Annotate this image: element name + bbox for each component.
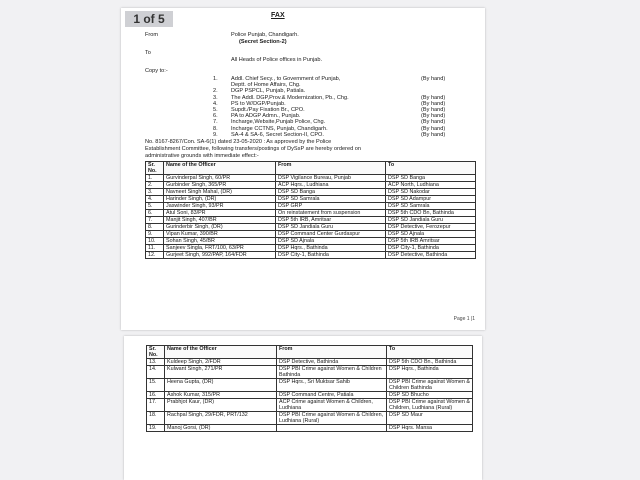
cell-officer-name: Kuldeep Singh, 2/FDR <box>165 359 277 366</box>
copy-item-by-hand: (By hand) <box>421 113 446 120</box>
table-header-row <box>147 346 473 359</box>
copy-item-text: SA-4 & SA-6, Secret Section-II, CPO. <box>231 131 324 138</box>
header-from: From <box>276 162 386 175</box>
cell-officer-name: Prabhjot Kaur, (DR) <box>165 399 277 412</box>
copy-item-text: The Addl. DGP,Prov.& Modernization, Pb., Chg. <box>231 94 349 101</box>
cell-officer-name: Jaswinder Singh, 93/PR <box>164 203 276 210</box>
from-label: From <box>145 32 159 38</box>
cell-sr: 1. <box>146 175 164 182</box>
cell-to: DSP SD Jandiala Guru <box>386 217 476 224</box>
copy-item-number: 9. <box>213 131 218 138</box>
copy-item-number: 3. <box>213 94 218 101</box>
cell-to: DSP SD Bhucho <box>387 392 473 399</box>
copy-item-text: Incharge CCTNS, Punjab, Chandigarh. <box>231 125 328 132</box>
cell-sr: 4. <box>146 196 164 203</box>
cell-from: DSP Detective, Bathinda <box>277 359 387 366</box>
table-row <box>146 210 476 217</box>
cell-from: On reinstatement from suspension <box>276 210 386 217</box>
cell-to: DSP SD Maur <box>387 412 473 425</box>
table-row <box>147 379 473 392</box>
header-to: To <box>386 162 476 175</box>
order-line-1: No. 8167-8267/Con. SA-6(1) dated 23-05-2020 : As approved by the Police <box>145 139 332 145</box>
order-line-2: Establishment Committee, following transfers/postings of DySsP are hereby ordered on <box>145 146 361 152</box>
cell-to: ACP North, Ludhiana <box>386 182 476 189</box>
cell-officer-name: Atul Soni, 83/PR <box>164 210 276 217</box>
header-sr: Sr. No. <box>147 346 165 359</box>
cell-officer-name: Gurinderbir Singh, (DR) <box>164 224 276 231</box>
cell-from: ACP Hqrs., Ludhiana <box>276 182 386 189</box>
cell-sr: 14. <box>147 366 165 379</box>
copy-item-text: Deptt. of Home Affairs, Chg. <box>231 82 301 89</box>
copy-item-text: PS to W/DGP/Punjab. <box>231 100 286 107</box>
copy-item-by-hand: (By hand) <box>421 125 446 132</box>
copy-item-number: 7. <box>213 119 218 126</box>
copy-item-number: 8. <box>213 125 218 132</box>
cell-officer-name: Gurbinder Singh, 365/PR <box>164 182 276 189</box>
cell-officer-name: Ashok Kumar, 315/PR <box>165 392 277 399</box>
order-line-3: administrative grounds with immediate effect:- <box>145 153 259 159</box>
table-row <box>146 217 476 224</box>
header-from: From <box>277 346 387 359</box>
cell-sr: 19. <box>147 425 165 432</box>
cell-sr: 13. <box>147 359 165 366</box>
cell-sr: 3. <box>146 189 164 196</box>
table-row <box>147 392 473 399</box>
cell-sr: 7. <box>146 217 164 224</box>
cell-to: DSP Detective, Bathinda <box>386 252 476 259</box>
cell-from: DSP Command Center Gurdaspur <box>276 231 386 238</box>
cell-to: DSP PBI Crime against Women & Children Bathinda <box>387 379 473 392</box>
copy-item-number: 5. <box>213 107 218 113</box>
cell-officer-name: Gurvinderpal Singh, 60/PR <box>164 175 276 182</box>
copy-item-by-hand: (By hand) <box>421 107 446 113</box>
cell-to: DSP SD Banga <box>386 175 476 182</box>
cell-sr: 17. <box>147 399 165 412</box>
cell-from: DSP Hqrs., Bathinda <box>276 245 386 252</box>
cell-officer-name: Heena Gupta, (DR) <box>165 379 277 392</box>
page-number: Page 1 |1 <box>453 316 475 322</box>
from-line-1: Police Punjab, Chandigarh. <box>231 32 299 38</box>
cell-officer-name: Rachpal Singh, 29/FDR, PRT/132 <box>165 412 277 425</box>
cell-to: DSP City-1, Bathinda <box>386 245 476 252</box>
fax-page-1 <box>121 8 485 330</box>
header-sr: Sr. No. <box>146 162 164 175</box>
copy-item-text: Addl. Chief Secy., to Government of Punjab, <box>231 76 341 82</box>
cell-sr: 9. <box>146 231 164 238</box>
cell-officer-name: Harinder Singh, (DR) <box>164 196 276 203</box>
cell-officer-name: Kulwant Singh, 271/PR <box>165 366 277 379</box>
cell-sr: 5. <box>146 203 164 210</box>
table-row <box>146 224 476 231</box>
cell-to: DSP SD Ajnala <box>386 231 476 238</box>
cell-from: DSP SD Ajnala <box>276 238 386 245</box>
cell-sr: 15. <box>147 379 165 392</box>
cell-from: DSP SD Jandiala Guru <box>276 224 386 231</box>
cell-officer-name: Manjit Singh, 407/BR <box>164 217 276 224</box>
cell-sr: 12. <box>146 252 164 259</box>
table-row <box>146 231 476 238</box>
table-row <box>147 399 473 412</box>
cell-officer-name: Gurjeet Singh, 992/PAP, 164/FDR <box>164 252 276 259</box>
table-row <box>147 425 473 432</box>
header-name: Name of the Officer <box>165 346 277 359</box>
copy-item-by-hand: (By hand) <box>421 76 446 82</box>
cell-sr: 18. <box>147 412 165 425</box>
to-text: All Heads of Police offices in Punjab. <box>231 57 323 63</box>
cell-from: DSP SD Banga <box>276 189 386 196</box>
table-row <box>147 366 473 379</box>
table-row <box>146 196 476 203</box>
to-label: To <box>145 50 151 56</box>
table-row <box>146 252 476 259</box>
cell-to: DSP SD Nakodar <box>386 189 476 196</box>
cell-from: ACP Crime against Women & Children, Ludhiana <box>277 399 387 412</box>
copy-item-number: 2. <box>213 88 218 95</box>
table-row <box>146 175 476 182</box>
copy-item-text: DGP PSPCL, Punjab, Patiala. <box>231 88 306 95</box>
cell-sr: 10. <box>146 238 164 245</box>
fax-page-2 <box>124 336 482 480</box>
cell-from: DSP GRP <box>276 203 386 210</box>
cell-to: DSP SD Samrala <box>386 203 476 210</box>
copy-item-number: 1. <box>213 76 218 82</box>
cell-to: DSP SD Adampur <box>386 196 476 203</box>
page-count-stamp: 1 of 5 <box>125 11 173 27</box>
cell-sr: 16. <box>147 392 165 399</box>
copy-label: Copy to:- <box>145 68 168 74</box>
cell-from: DSP Command Centre, Patiala <box>277 392 387 399</box>
table-row <box>146 238 476 245</box>
cell-from: DSP PBI Crime against Women & Children, Ludhiana (Rural) <box>277 412 387 425</box>
cell-sr: 8. <box>146 224 164 231</box>
copy-item-text: Incharge,Website,Punjab Police, Chg. <box>231 119 326 126</box>
cell-officer-name: Manoj Gorsi, (DR) <box>165 425 277 432</box>
copy-item-text: Supdt./Pay Fixation Br., CPO. <box>231 107 305 113</box>
cell-officer-name: Vipan Kumar, 390/BR <box>164 231 276 238</box>
cell-sr: 6. <box>146 210 164 217</box>
cell-to: DSP Detective, Ferozepur <box>386 224 476 231</box>
cell-officer-name: Navneet Singh Mahal, (DR) <box>164 189 276 196</box>
table-row <box>146 203 476 210</box>
table-row <box>147 412 473 425</box>
cell-from: DSP Hqrs., Sri Muktsar Sahib <box>277 379 387 392</box>
transfer-table-page-1 <box>145 161 476 259</box>
cell-to: DSP 5th CDO Bn., Bathinda <box>387 359 473 366</box>
copy-item-number: 4. <box>213 100 218 107</box>
cell-to: DSP PBI Crime against Women & Children, Ludhiana (Rural) <box>387 399 473 412</box>
cell-sr: 11. <box>146 245 164 252</box>
copy-item-number: 6. <box>213 113 218 120</box>
table-row <box>147 359 473 366</box>
cell-from: DSP SD Samrala <box>276 196 386 203</box>
cell-to: DSP Hqrs., Bathinda <box>387 366 473 379</box>
transfer-table-page-2 <box>146 345 473 432</box>
copy-item-by-hand: (By hand) <box>421 100 446 107</box>
cell-to: DSP 5th IRB Amritsar <box>386 238 476 245</box>
cell-from: DSP City-1, Bathinda <box>276 252 386 259</box>
copy-item-by-hand: (By hand) <box>421 131 446 138</box>
header-name: Name of the Officer <box>164 162 276 175</box>
table-row <box>146 245 476 252</box>
table-row <box>146 182 476 189</box>
copy-item-text: PA to ADGP Admn., Punjab. <box>231 113 301 120</box>
cell-to: DSP 5th CDO Bn, Bathinda <box>386 210 476 217</box>
header-to: To <box>387 346 473 359</box>
table-header-row <box>146 162 476 175</box>
copy-item-by-hand: (By hand) <box>421 119 446 126</box>
cell-from: DSP 5th IRB, Amritsar <box>276 217 386 224</box>
cell-from: DSP Vigilance Bureau, Punjab <box>276 175 386 182</box>
cell-from <box>277 425 387 432</box>
table-row <box>146 189 476 196</box>
copy-item-by-hand: (By hand) <box>421 94 446 101</box>
cell-officer-name: Sanjeev Singla, FRT/100, 63/PR <box>164 245 276 252</box>
cell-to: DSP Hqrs. Mansa <box>387 425 473 432</box>
from-line-2: (Secret Section-2) <box>239 39 287 45</box>
cell-sr: 2. <box>146 182 164 189</box>
cell-from: DSP PBI Crime against Women & Children Bathinda <box>277 366 387 379</box>
fax-title: FAX <box>271 12 285 19</box>
cell-officer-name: Sohan Singh, 45/BR <box>164 238 276 245</box>
